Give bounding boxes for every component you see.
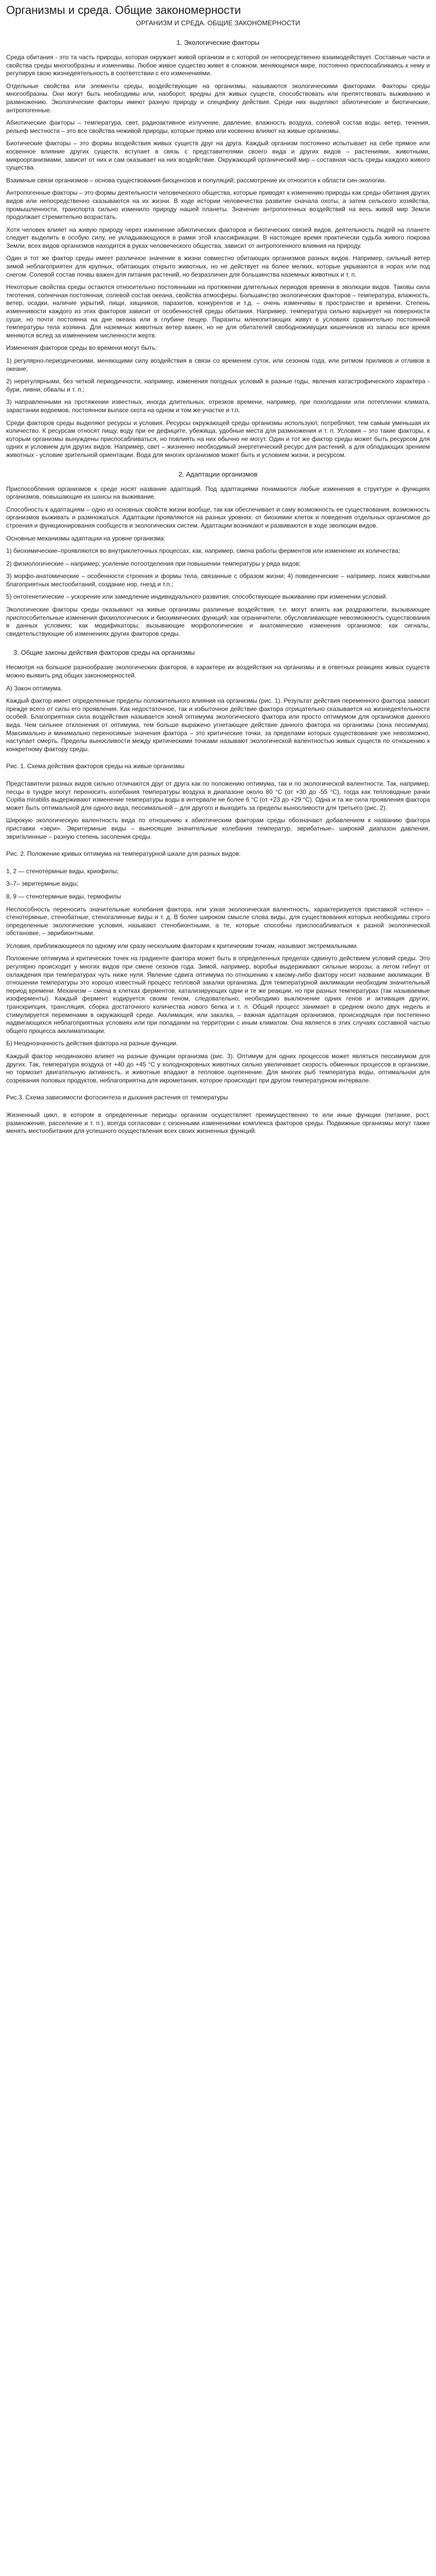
figure-caption: Рис. 1. Схема действия факторов среды на живые организмы xyxy=(6,762,185,770)
paragraph: Антропогенные факторы – это формы деятельности человеческого общества, которые приводят к изменению природы как среды обитания других видов или непосредственно сказываются на их жизни. В ходе истории человечества развитие сначала охоты, а затем сельского хозяйства, промышленности, транспорта сильно изменило природу нашей планеты. Значение антропогенных воздействий на весь живой мир Земли продолжает стремительно возрастать. xyxy=(6,189,430,221)
document-page xyxy=(0,0,436,1153)
paragraph: Экологические факторы среды оказывают на живые организмы различные воздействия, т.е. могут влиять как раздражители, вызывающие приспособительные изменения физиологических и биохимических функций; как ограничители, обусловливающие невозможность существования в данных условиях; как модификаторы, вызывающие морфологические и анатомические изменения организмов; как сигналы, свидетельствующие об изменениях других факторов среды. xyxy=(6,606,430,637)
paragraph: Взаимные связи организмов – основа существования биоценозов и популяций; рассмотрение их относится к области син-экологии. xyxy=(6,176,387,184)
page-title: Организмы и среда. Общие закономерности xyxy=(6,4,241,16)
paragraph: Каждый фактор неодинаково влияет на разные функции организма (рис. 3). Оптимум для одних процессов может являться пессимумом для других. Так, температура воздуха от +40 до +45 °С у холоднокровных животных сильно увеличивает скорость обменных процессов в организме, но тормозит двигательную активность, и животные впадают в тепловое оцепенение. Для многих рыб температура воды, оптимальная для созревания половых продуктов, неблагоприятна для икрометания, которое происходит при другом температурном интервале. xyxy=(6,1053,430,1084)
figure-legend-item: 8, 9 — стенотермные виды, термофилы xyxy=(6,892,121,900)
paragraph: Представители разных видов сильно отличаются друг от друга как по положению оптимума, так и по экологической валентности. Так, например, песцы в тундре могут переносить колебания температуры воздуха в диапазоне около 80 °С (от +30 до -55 °С), тогда как тепловодные рачки Copilia mirabilis выдерживают изменение температуры воды в интервале не более 6 °С (от +23 до +29 °С). Одна и та же сила проявления фактора может быть оптимальной для одного вида, пессимальной – для другого и выходить за пределы выносливости для третьего (рис. 2). xyxy=(6,779,430,811)
paragraph: Отдельные свойства или элементы среды, воздействующие на организмы, называются экологическими факторами. Факторы среды многообразны. Они могут быть необходимы или, наоборот, вредны для живых существ, способствовать или препятствовать выживанию и размножению. Экологические факторы имеют разную природу и специфику действия. Среди них выделяют абиотические и биотические, антропогенные. xyxy=(6,82,430,114)
figure-legend-item: 3–7– эвритермные виды; xyxy=(6,880,79,888)
paragraph: Способность к адаптациям – одно из основных свойств жизни вообще, так как обеспечивает и саму возможность ее существования, возможность организмов выживать и размножаться. Адаптации проявляются на разных уровнях: от биохимии клеток и поведения отдельных организмов до строения и функционирования сообществ и экологических систем. Адаптации возникают и развиваются в ходе эволюции видов. xyxy=(6,505,430,529)
list-item: 2) физиологические – например, усиление потоотделения при повышении температуры у ряда видов; xyxy=(6,560,301,567)
paragraph: Условия, приближающиеся по одному или сразу нескольким факторам к критическим точкам, называют экстремальными. xyxy=(6,942,358,950)
paragraph: А) Закон оптимума. xyxy=(6,684,63,692)
paragraph: Абиотические факторы – температура, свет, радиоактивное излучение, давление, влажность воздуха, солевой состав воды, ветер, течения, рельеф местности – это все свойства неживой природы, которые прямо или косвенно влияют на живые организмы. xyxy=(6,119,430,134)
paragraph: Один и тот же фактор среды имеет различное значение в жизни совместно обитающих организмов разных видов. Например, сильный ветер зимой неблагоприятен для крупных, обитающих открыто животных, но не действует на более мелких, которые укрываются в норах или под снегом. Солевой состав почвы важен для питания растений, но безразличен для большинства наземных животных и т. п. xyxy=(6,255,430,278)
list-item: 2) нерегулярными, без четкой периодичности, например, изменения погодных условий в разные годы, явления катастрофического характера - бури, ливни, обвалы и т. п.; xyxy=(6,378,430,393)
paragraph: Основные механизмы адаптации на уровне организма: xyxy=(6,534,166,542)
paragraph: Широкую экологическую валентность вида по отношению к абиотическим факторам среды обозначают добавлением к названию фактора приставки «эври». Эвритермные виды – выносящие значительные колебания температур, эврибатные– широкий диапазон давления, эвригалинные – разную степень засоления среды. xyxy=(6,817,430,840)
paragraph: Некоторые свойства среды остаются относительно постоянными на протяжении длительных периодов времени в эволюции видов. Таковы сила тяготения, солнечная постоянная, солевой состав океана, свойства атмосферы. Большинство экологических факторов – температура, влажность, ветер, осадки, наличие укрытий, пищи, хищников, паразитов, конкурентов и т.д. – очень изменчивы в пространстве и времени. Степень изменчивости каждого из этих факторов зависит от особенностей среды обитания. Например, температура сильно варьирует на поверхности суши, но почти постоянна на дне океана или в глубине пещер. Паразиты млекопитающих живут в условиях сравнительно постоянной температуры тела хозяина. Для наземных животных ветер важен, но не для обитателей свободноживущих кишечников из запасы все время меняются вслед за изменением численности жертв. xyxy=(6,283,430,339)
paragraph: Хотя человек влияет на живую природу через изменение абиотических факторов и биотических связей видов, деятельность людей на планете следует выделить в особую силу, не укладывающуюся в рамки этой классификации. В настоящее время практически судьба живого покрова Земли, всех видов организмов находится в руках человеческого общества, зависит от антропогенного влияния на природу. xyxy=(6,226,430,249)
section-heading-ecological-factors: 1. Экологические факторы xyxy=(176,39,260,46)
list-item: 1) биохимические–проявляются во внутриклеточных процессах, как, например, смена работы ферментов или изменение их количества; xyxy=(6,547,400,555)
paragraph: Среди факторов среды выделяют ресурсы и условия. Ресурсы окружающей среды организмы используют, потребляют, тем самым уменьшая их количество. К ресурсам относят пищу, воду при ее дефиците, убежища, удобные места для размножения и т. п. Условия – это такие факторы, к которым организмы вынуждены приспосабливаться, но повлиять на них обычно не могут. Один и тот же фактор среды может быть ресурсом для одних и условием для других видов. Например, свет – жизненно необходимый энергетический ресурс для растений, а для обладающих зрением животных - условие зрительной ориентации. Вода для многих организмов может быть и условием жизни, и ресурсом. xyxy=(6,419,430,459)
section-heading-general-laws: 3. Общие законы действия факторов среды на организмы xyxy=(13,649,195,657)
paragraph: Несмотря на большое разнообразие экологических факторов, в характере их воздействия на организмы и в ответных реакциях живых существ можно выявить ряд общих закономерностей. xyxy=(6,664,430,680)
figure-caption: Рис. 2. Положение кривых оптимума на температурной шкале для разных видов: xyxy=(6,850,241,858)
list-item: 5) онтогенетические – ускорение или замедление индивидуального развития, способствующее выживанию при изменении условий. xyxy=(6,593,388,601)
list-item: 1) регулярно-периодическими, меняющими силу воздействия в связи со временем суток, или сезоном года, или ритмом приливов и отливов в океане; xyxy=(6,357,430,372)
figure-caption: Рис.3. Схема зависимости фотосинтеза и дыхания растения от температуры xyxy=(6,1094,228,1101)
paragraph: Жизненный цикл, в котором в определенные периоды организм осуществляет преимущественно те или иные функции (питание, рост, размножение, расселение и т. п.), всегда согласован с сезонными изменениями комплекса факторов среды. Подвижные организмы могут также менять местообитания для успешного осуществления всех своих жизненных функций. xyxy=(6,1111,430,1135)
paragraph: Среда обитания - это та часть природы, которая окружает живой организм и с которой он непосредственно взаимодействует. Составные части и свойства среды многообразны и изменчивы. Любое живое существо живет в сложном, меняющемся мире, постоянно приспосабливаясь к нему и регулируя свою жизнедеятельность в соответствии с его изменениями. xyxy=(6,54,430,77)
list-item: 3) морфо-анатомические – особенности строения и формы тела, связанные с образом жизни; 4) поведенческие – например, поиск животными благоприятных местообитаний, создание нор, гнезд и т.п.; xyxy=(6,572,430,588)
page-subtitle: ОРГАНИЗМ И СРЕДА. ОБЩИЕ ЗАКОНОМЕРНОСТИ xyxy=(136,19,300,27)
paragraph: Б) Неоднозначность действия фактора на разные функции. xyxy=(6,1040,178,1047)
list-item: 3) направленными на протяжении известных, иногда длительных, отрезков времени, например, при похолодании или потеплении климата, зарастании водоемов, постоянном выпасе скота на одном и том же участке и т.п. xyxy=(6,398,430,414)
paragraph: Биотические факторы – это формы воздействия живых существ друг на друга. Каждый организм постоянно испытывает на себе прямое или косвенное влияние других существ, вступает в связь с представителями своего вида и других видов – растениями, животными, микроорганизмами, зависит от них и сам оказывает на них воздействие. Окружающий органический мир – составная часть среды каждого живого существа. xyxy=(6,140,430,172)
paragraph: Изменения факторов среды во времени могут быть: xyxy=(6,344,157,352)
paragraph: Положение оптимума и критических точек на градиенте фактора может быть в определенных пределах сдвинуто действием условий среды. Это регулярно происходит у многих видов при смене сезонов года. Зимой, например, воробьи выдерживают сильные морозы, а летом гибнут от охлаждения при температурах чуть ниже нуля. Явление сдвига оптимума по отношению к какому-либо фактору носит название акклимации. В отношении температуры это хорошо известный процесс тепловой закалки организма. Для температурной акклимации необходим значительный период времени. Механизм – смена в клетках ферментов, катализирующих одни и те же реакции, но при разных температурах (так называемые изоферменты). Каждый фермент кодируется своим геном, следовательно, необходимо выключение одних генов и активация других, транскрипция, трансляция, сборка достаточного количества нового белка и т. п. Общий процесс занимает в среднем около двух недель и стимулируется переменами в окружающей среде. Акклимация, или закалка, – важная адаптация организмов, происходящая при постепенно надвигающихся неблагоприятных условиях или при попадании на территории с иным климатом. Она является в этих случаях составной частью общего процесса акклиматизации. xyxy=(6,955,430,1035)
figure-legend-item: 1, 2 — стенотермные виды, криофилы; xyxy=(6,867,119,875)
section-heading-adaptations: 2. Адаптации организмов xyxy=(178,470,258,478)
paragraph: Приспособления организмов к среде носят название адаптаций. Под адаптациями понимаются любые изменения в структуре и функциях организмов, повышающие их шансы на выживание. xyxy=(6,485,430,501)
paragraph: Каждый фактор имеет определенные пределы положительного влияния на организмы (рис. 1). Результат действия переменного фактора зависит прежде всего от силы его проявления. Как недостаточное, так и избыточное действие фактора отрицательно сказывается на жизнедеятельности особей. Благоприятная сила воздействия называется зоной оптимума экологического фактора или просто оптимумом для организмов данного вида. Чем сильнее отклонения от оптимума, тем больше выражено угнетающее действие данного фактора на организмы (зона пессимума). Максимально и минимально переносимые значения фактора – это критические точки, за пределами которых существование уже невозможно, наступает смерть. Пределы выносливости между критическими точками называют экологической валентностью живых существ по отношению к конкретному фактору среды. xyxy=(6,697,430,753)
paragraph: Неспособность переносить значительные колебания фактора, или узкая экологическая валентность, характеризуется приставкой «стено» – стенотермные, стенобатные, стеногалинные виды и т. д. В более широком смысле слова виды, для существования которых необходимы строго определенные экологические условия, называют стенобионтными, а те, которые способны приспосабливаться к разной экологической обстановке, – эврибионтными. xyxy=(6,905,430,937)
